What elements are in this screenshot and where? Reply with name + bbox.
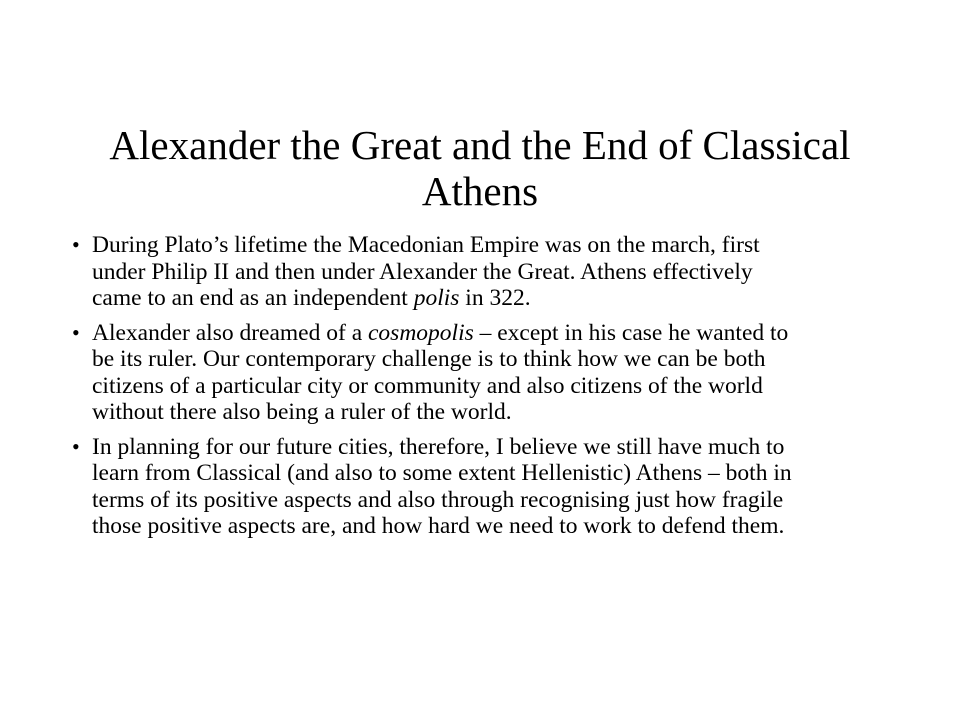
bullet-3-line-4-text: those positive aspects are, and how hard we need to work to defend them.: [92, 513, 785, 539]
bullet-3-line-3: [92, 487, 892, 514]
bullet-item-future-cities: [72, 434, 892, 540]
slide-title-line-2: Athens: [421, 168, 539, 214]
bullet-3-line-2: [92, 460, 892, 487]
bullet-1-line-3-text: came to an end as an independent: [92, 285, 414, 311]
bullet-list: [72, 232, 892, 548]
bullet-marker: •: [72, 232, 80, 257]
slide-title-line-1: Alexander the Great and the End of Classical: [109, 122, 851, 168]
bullet-1-line-2: [92, 259, 892, 286]
bullet-item-cosmopolis: [72, 320, 892, 426]
bullet-2-line-2-text: be its ruler. Our contemporary challenge is to think how we can be both: [92, 346, 766, 372]
slide-title: [60, 122, 900, 214]
bullet-item-macedonian-empire: [72, 232, 892, 312]
polis-italic-term: polis: [413, 285, 460, 311]
bullet-2-line-4-text: without there also being a ruler of the world.: [92, 399, 512, 425]
cosmopolis-italic-term: cosmopolis: [368, 319, 474, 346]
bullet-2-line-3-text: citizens of a particular city or community and also citizens of the world: [92, 372, 763, 399]
bullet-3-line-4: [92, 513, 892, 540]
bullet-3-line-1: [92, 434, 892, 461]
bullet-3-line-1-text: In planning for our future cities, therefore, I believe we still have much to: [92, 433, 785, 460]
bullet-2-line-3: [92, 373, 892, 400]
bullet-1-line-1: [92, 232, 892, 259]
bullet-2-line-1-tail: – except in his case he wanted to: [473, 319, 789, 346]
bullet-2-line-4: [92, 399, 892, 426]
bullet-2-line-2: [92, 346, 892, 373]
bullet-1-line-3-tail: in 322.: [459, 285, 531, 311]
bullet-3-line-2-text: learn from Classical (and also to some extent Hellenistic) Athens – both in: [92, 460, 792, 486]
bullet-marker: •: [72, 319, 80, 345]
bullet-1-line-3: [92, 285, 892, 312]
bullet-3-line-3-text: terms of its positive aspects and also through recognising just how fragile: [92, 486, 784, 513]
bullet-marker: •: [72, 433, 80, 459]
bullet-2-line-1-text: Alexander also dreamed of a: [92, 319, 368, 346]
bullet-2-line-1: [92, 320, 892, 347]
bullet-1-line-2-text: under Philip II and then under Alexander the Great. Athens effectively: [92, 258, 753, 285]
bullet-1-line-1-text: During Plato’s lifetime the Macedonian Empire was on the march, first: [92, 232, 760, 258]
